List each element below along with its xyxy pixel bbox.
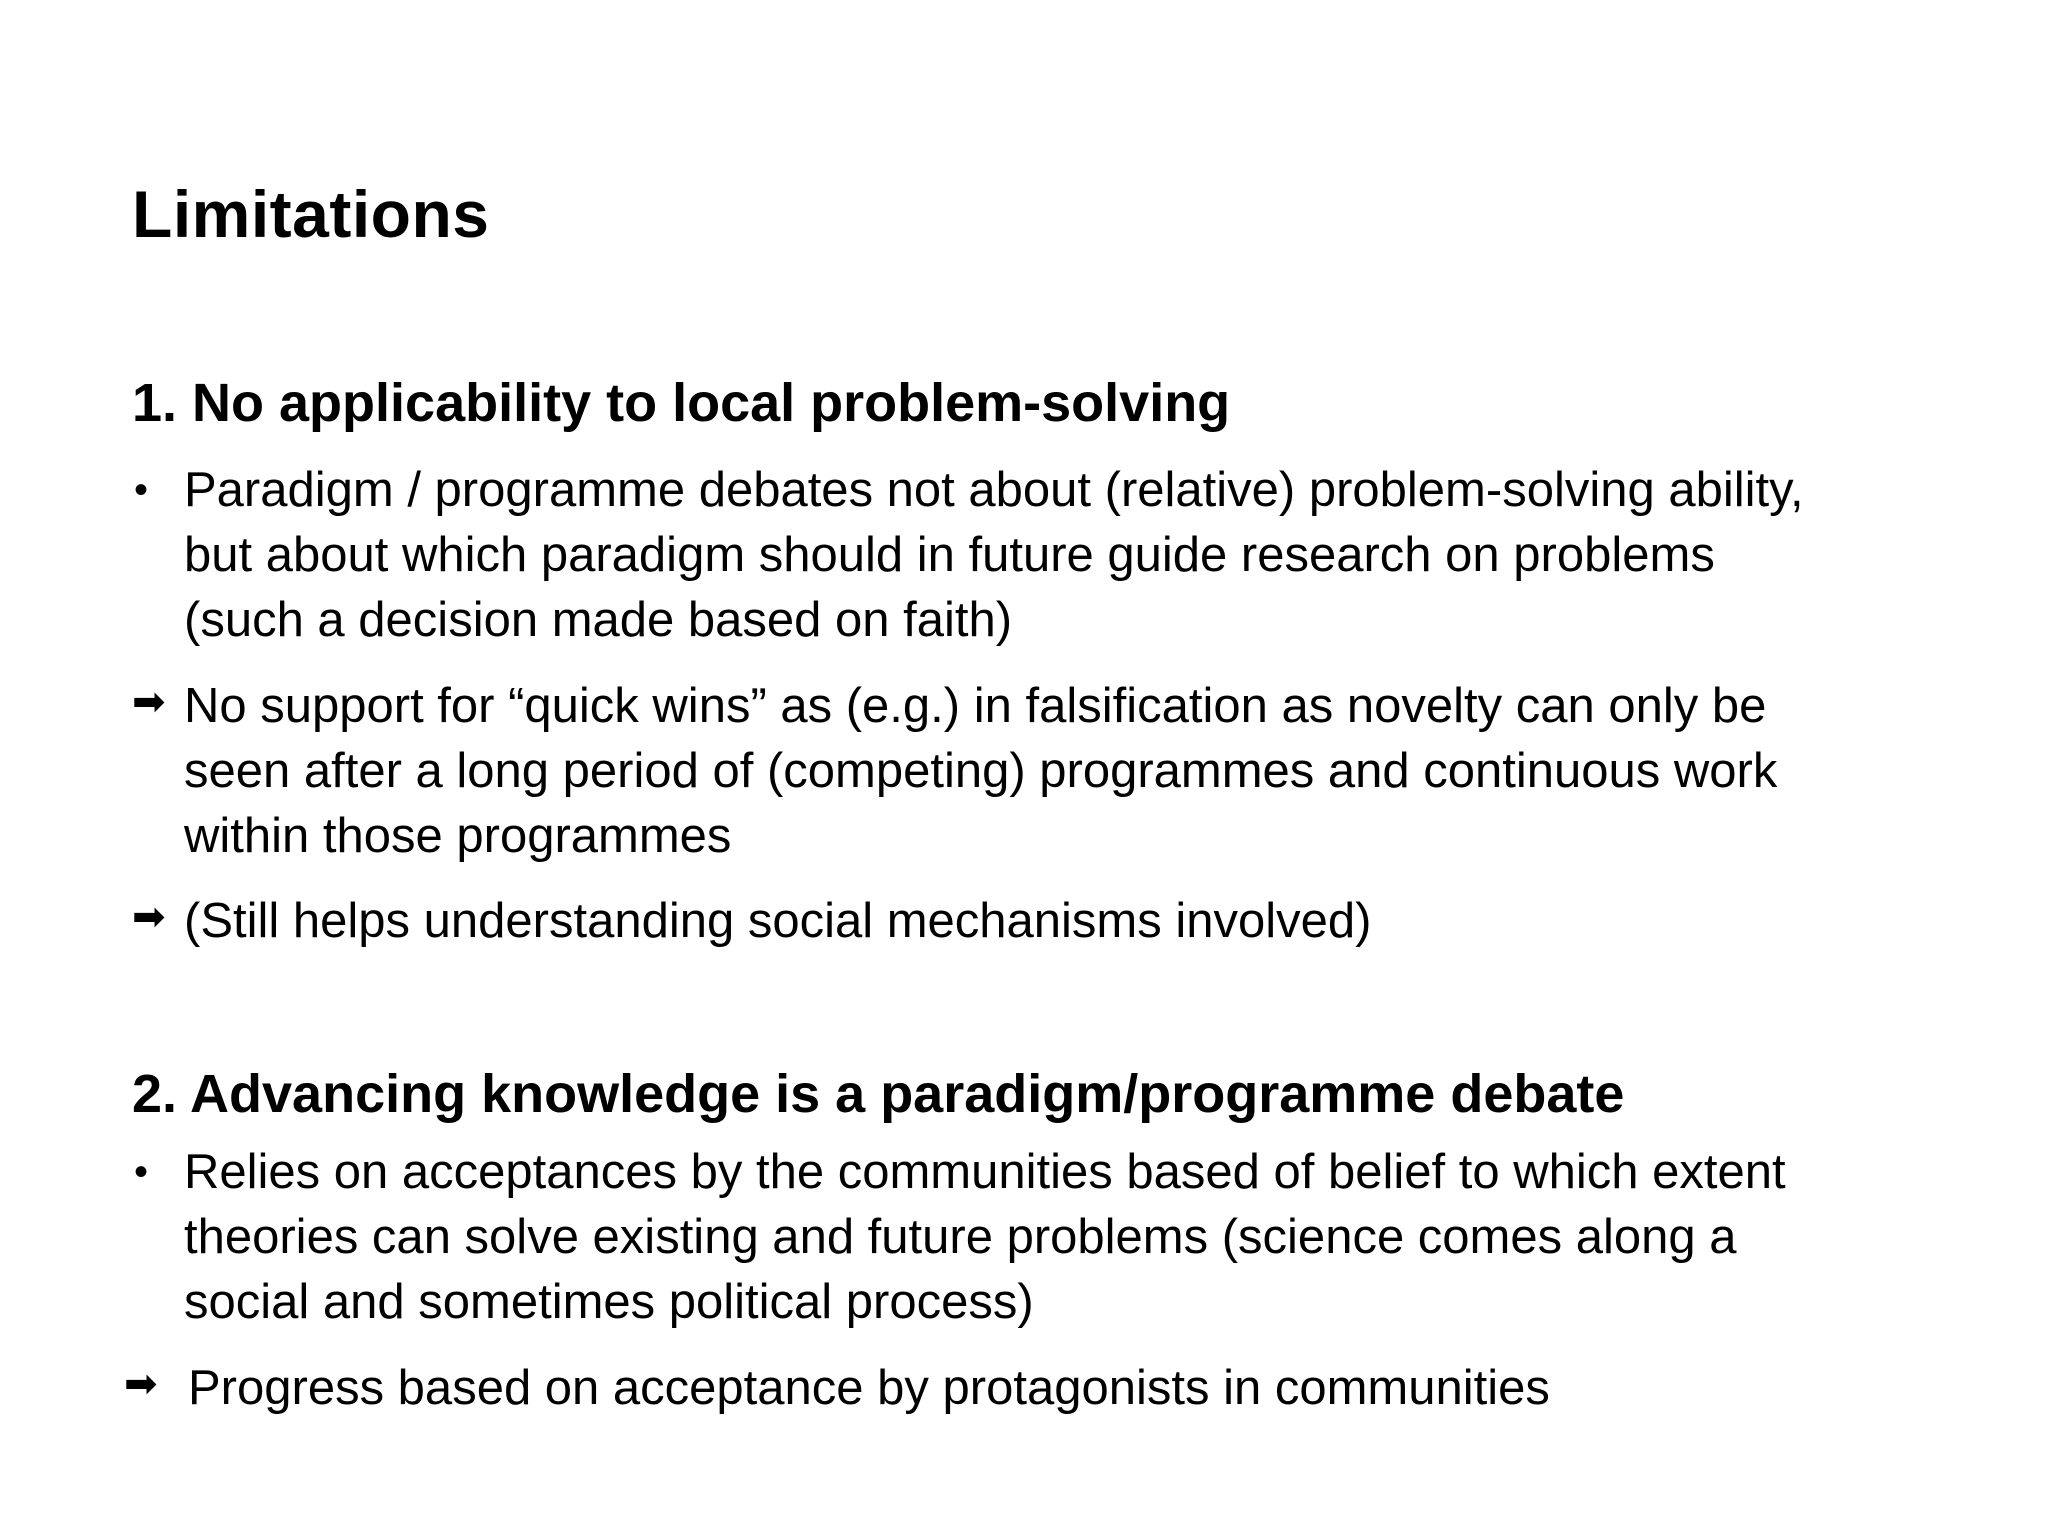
text-line: Relies on acceptances by the communities based of belief to which extent — [184, 1145, 1786, 1199]
right-arrow-icon: ➡ — [132, 895, 166, 939]
text-line: Paradigm / programme debates not about (relative) problem-solving ability, — [184, 463, 1804, 517]
text-line: (Still helps understanding social mechanisms involved) — [184, 894, 1372, 948]
text-line: (such a decision made based on faith) — [184, 593, 1013, 647]
text-line: theories can solve existing and future problems (science comes along a — [184, 1210, 1737, 1264]
section-heading-2: 2. Advancing knowledge is a paradigm/programme debate — [132, 1064, 1625, 1124]
text-line: social and sometimes political process) — [184, 1275, 1034, 1329]
text-line: No support for “quick wins” as (e.g.) in falsification as novelty can only be — [184, 679, 1767, 733]
slide-title: Limitations — [132, 177, 490, 251]
arrow-text — [184, 674, 1992, 869]
right-arrow-icon: ➡ — [124, 1362, 158, 1406]
right-arrow-icon: ➡ — [132, 680, 166, 724]
section-heading-1: 1. No applicability to local problem-solving — [132, 373, 1231, 433]
arrow-text — [184, 889, 1992, 954]
bullet-item — [132, 1140, 1992, 1335]
bullet-text — [184, 458, 1992, 653]
arrow-text — [188, 1356, 1992, 1421]
bullet-dot-icon: • — [134, 468, 149, 512]
arrow-item — [132, 889, 1992, 954]
bullet-text — [184, 1140, 1992, 1335]
arrow-item — [124, 1356, 1992, 1421]
text-line: within those programmes — [184, 809, 732, 863]
arrow-item — [132, 674, 1992, 869]
text-line: seen after a long period of (competing) programmes and continuous work — [184, 744, 1778, 798]
bullet-dot-icon: • — [134, 1150, 149, 1194]
text-line: but about which paradigm should in future guide research on problems — [184, 528, 1715, 582]
text-line: Progress based on acceptance by protagonists in communities — [188, 1361, 1550, 1415]
bullet-item — [132, 458, 1992, 653]
